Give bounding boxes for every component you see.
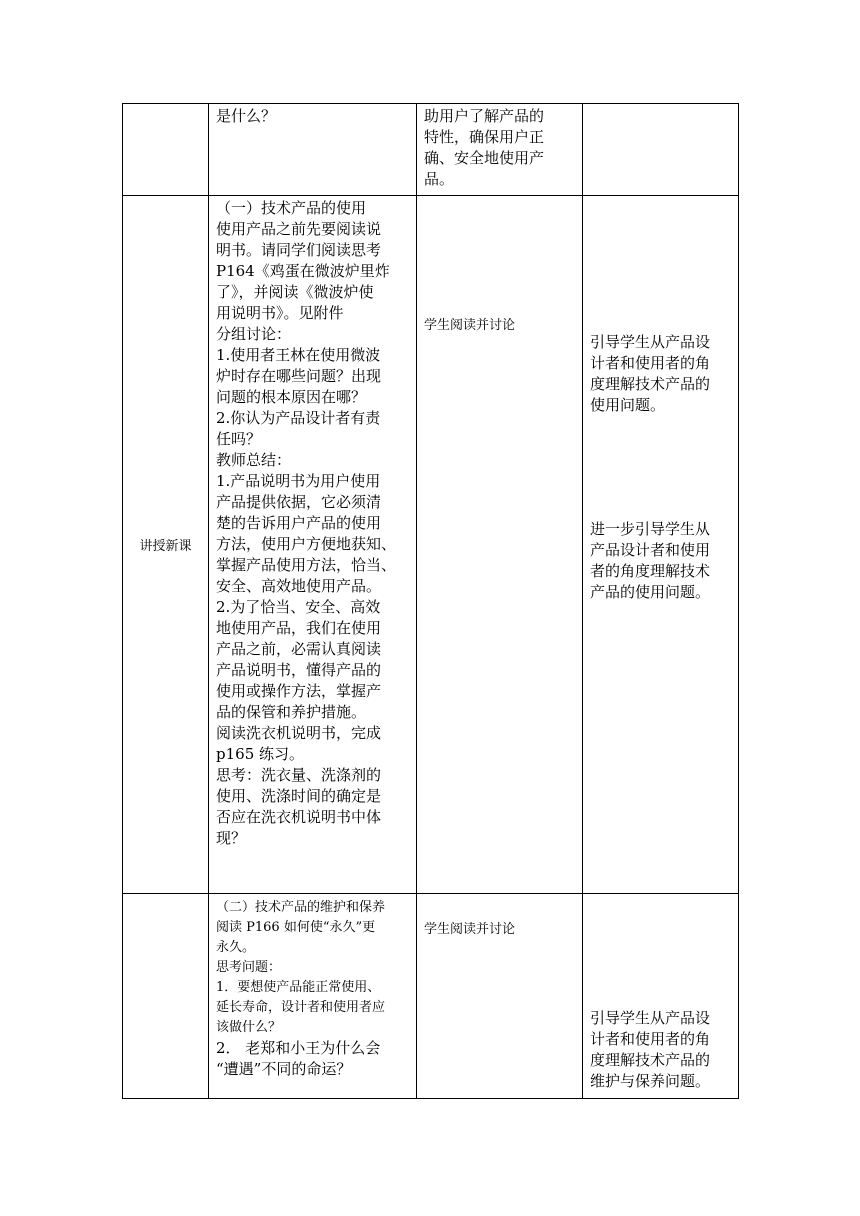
table-row (123, 196, 739, 894)
text-line: 掌握产品使用方法，恰当、 (216, 556, 397, 574)
activity-cell (417, 104, 583, 196)
text-line: 特性，确保用户正 (424, 128, 545, 146)
cell-text (590, 332, 732, 416)
text-line: 思考：洗衣量、洗涤剂的 (216, 766, 382, 784)
text-line: 2.为了恰当、安全、高效 (216, 598, 381, 616)
text-line: 维护与保养问题。 (590, 1072, 711, 1090)
text-line: 问题的根本原因在哪？ (216, 388, 367, 406)
text-line: 1.产品说明书为用户使用 (216, 472, 381, 490)
text-line: 使用或操作方法，掌握产 (216, 682, 382, 700)
content-cell (209, 894, 417, 1099)
text-line: 2． 老郑和小王为什么会 (216, 1039, 381, 1057)
text-line: 产品说明书，懂得产品的 (216, 661, 382, 679)
stage-label: 讲授新课 (139, 539, 192, 554)
text-line: 炉时存在哪些问题？出现 (216, 367, 382, 385)
text-line: 现？ (216, 829, 247, 847)
text-line: “遭遇”不同的命运？ (216, 1060, 352, 1078)
text-line: 产品设计者和使用 (590, 541, 711, 559)
text-line: 品。 (424, 170, 455, 188)
text-line: 使用问题。 (590, 396, 666, 414)
text-line: p165 练习。 (216, 745, 305, 763)
text-line: 引导学生从产品设 (590, 1009, 711, 1027)
text-line: 2.你认为产品设计者有责 (216, 409, 381, 427)
table-row (123, 894, 739, 1099)
content-cell (209, 196, 417, 894)
stage-cell (123, 104, 209, 196)
activity-cell (417, 894, 583, 1099)
text-line: 了》，并阅读《微波炉使 (216, 283, 374, 301)
lesson-plan-table (122, 103, 739, 1099)
text-line: 明书。请同学们阅读思考 (216, 241, 382, 259)
stage-cell (123, 894, 209, 1099)
text-line: 方法，使用户方便地获知、 (216, 535, 397, 553)
text-line: 计者和使用者的角 (590, 354, 711, 372)
cell-text (216, 198, 410, 849)
text-line: 产品之前，必需认真阅读 (216, 640, 382, 658)
text-line: 任吗？ (216, 430, 262, 448)
text-line: 地使用产品，我们在使用 (216, 619, 382, 637)
text-line: 品的保管和养护措施。 (216, 703, 367, 721)
text-line: 度理解技术产品的 (590, 1051, 711, 1069)
cell-text (216, 1038, 410, 1080)
text-line: 计者和使用者的角 (590, 1030, 711, 1048)
text-line: （一）技术产品的使用 (216, 199, 367, 217)
text-line: 1．要想使产品能正常使用、 (216, 980, 381, 995)
text-line: 者的角度理解技术 (590, 562, 711, 580)
text-line: 楚的告诉用户产品的使用 (216, 514, 382, 532)
activity-text: 学生阅读并讨论 (424, 318, 516, 333)
text-line: 用说明书》。见附件 (216, 304, 344, 322)
cell-text (590, 519, 732, 603)
intent-cell (583, 104, 739, 196)
intent-cell (583, 894, 739, 1099)
text-line: 永久。 (216, 940, 256, 955)
text-line: 产品提供依据，它必须清 (216, 493, 382, 511)
activity-cell (417, 196, 583, 894)
text-line: 延长寿命，设计者和使用者应 (216, 1000, 386, 1015)
text-line: 教师总结： (216, 451, 292, 469)
text-line: 安全、高效地使用产品。 (216, 577, 382, 595)
text-line: 阅读 P166 如何使“永久”更 (216, 920, 376, 935)
text-line: 度理解技术产品的 (590, 375, 711, 393)
text-line: 思考问题： (216, 960, 282, 975)
cell-text (216, 106, 410, 127)
text-line: 进一步引导学生从 (590, 520, 711, 538)
text-line: 使用产品之前先要阅读说 (216, 220, 382, 238)
text-line: 助用户了解产品的 (424, 107, 545, 125)
text-line: 该做什么？ (216, 1020, 282, 1035)
content-cell (209, 104, 417, 196)
text-line: 使用、洗涤时间的确定是 (216, 787, 382, 805)
text-line: 产品的使用问题。 (590, 583, 711, 601)
stage-cell (123, 196, 209, 894)
text-line: 否应在洗衣机说明书中体 (216, 808, 382, 826)
text-line: 引导学生从产品设 (590, 333, 711, 351)
cell-text (590, 1008, 732, 1092)
activity-text: 学生阅读并讨论 (424, 922, 516, 937)
cell-text (216, 898, 410, 1038)
text-line: 分组讨论： (216, 325, 292, 343)
text-line: 1.使用者王林在使用微波 (216, 346, 381, 364)
text-line: 确、安全地使用产 (424, 149, 545, 167)
text-line: 阅读洗衣机说明书，完成 (216, 724, 382, 742)
cell-text (424, 106, 576, 190)
intent-cell (583, 196, 739, 894)
table-row (123, 104, 739, 196)
text-line: 是什么？ (216, 107, 277, 125)
text-line: （二）技术产品的维护和保养 (216, 900, 386, 915)
text-line: P164《鸡蛋在微波炉里炸 (216, 262, 390, 280)
